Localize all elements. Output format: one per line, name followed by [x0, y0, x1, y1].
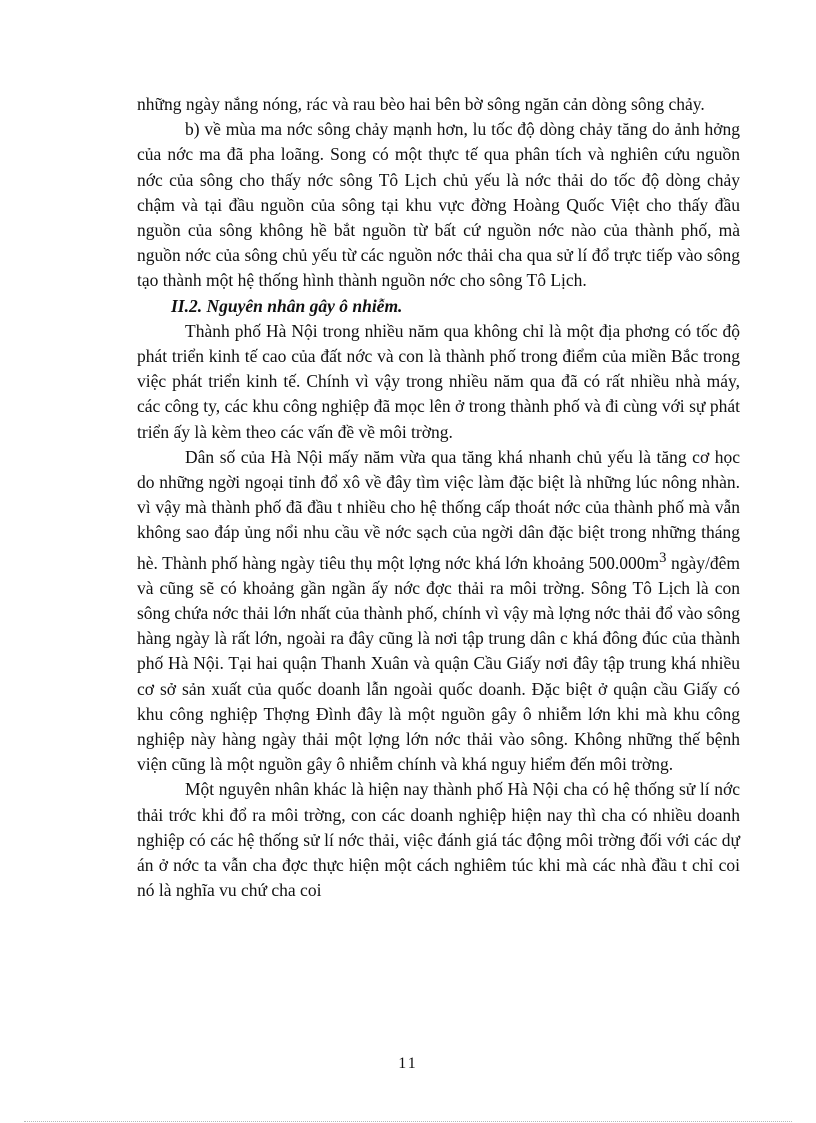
page-bottom-border	[24, 1121, 792, 1122]
page-number: 11	[398, 1055, 418, 1072]
body-text	[137, 92, 740, 903]
paragraph-population-part-2: ngày/đêm và cũng sẽ có khoảng gần ngần ấy nớc đợc thải ra môi trờng. Sông Tô Lịch là con sông chứa nớc thải lớn nhất của thành phố, chính vì vậy mà lợng nớc thải đổ vào sông hàng ngày là rất lớn, ngoài ra đây cũng là nơi tập trung dân c khá đông đúc của thành phố Hà Nội. Tại hai quận Thanh Xuân và quận Cầu Giấy nơi đây tập trung khá nhiều cơ sở sản xuất của quốc doanh lẫn ngoài quốc doanh. Đặc biệt ở quận cầu Giấy có khu công nghiệp Thợng Đình đây là một nguồn gây ô nhiễm lớn khi mà khu công nghiệp này hàng ngày thải một lợng lớn nớc thải vào sông. Không những thế bệnh viện cũng là một nguồn gây ô nhiễm chính và khá nguy hiểm đến môi trờng.	[137, 552, 741, 775]
paragraph-population-part-1: Dân số của Hà Nội mấy năm vừa qua tăng khá nhanh chủ yếu là tăng cơ học do những ngời ngoại tỉnh đổ xô về đây tìm việc làm đặc biệt là những lúc nông nhàn. vì vậy mà thành phố đã đầu t nhiều cho hệ thống cấp thoát nớc của thành phố mà vẫn không sao đáp ủng nổi nhu cầu về nớc sạch của ngời dân đặc biệt trong những tháng hè. Thành phố hàng ngày tiêu thụ một lợng nớc khá lớn khoảng 500.000m	[137, 446, 740, 573]
paragraph-economy: Thành phố Hà Nội trong nhiều năm qua không chỉ là một địa phơng có tốc độ phát triển kinh tế cao của đất nớc và con là thành phố trong điểm của miền Bắc trong việc phát triển kinh tế. Chính vì vậy trong nhiều năm qua đã có rất nhiều nhà máy, các công ty, các khu công nghiệp đã mọc lên ở trong thành phố và đi cùng với sự phát triển ấy là kèm theo các vấn đề về môi trờng.	[137, 320, 740, 442]
section-heading: II.2. Nguyên nhân gây ô nhiễm.	[171, 295, 403, 316]
paragraph-continuation: những ngày nắng nóng, rác và rau bèo hai bên bờ sông ngăn cản dòng sông chảy.	[137, 94, 705, 114]
paragraph-population	[137, 445, 740, 777]
superscript-cubic: 3	[659, 549, 667, 566]
paragraph-other-cause: Một nguyên nhân khác là hiện nay thành phố Hà Nội cha có hệ thống sử lí nớc thải trớc khi đổ ra môi trờng, con các doanh nghiệp hiện nay thì cha có nhiều doanh nghiệp có các hệ thống sử lí nớc thải, việc đánh giá tác động môi trờng đối với các dự án ở nớc ta vẫn cha đợc thực hiện một cách nghiêm túc khi mà các nhà đầu t chỉ coi nó là nghĩa vu chứ cha coi	[137, 779, 740, 901]
paragraph-rainy-season: b) về mùa ma nớc sông chảy mạnh hơn, lu tốc độ dòng chảy tăng do ảnh hởng của nớc ma đã pha loãng. Song có một thực tế qua phân tích và nghiên cứu nguồn nớc của sông cho thấy nớc sông Tô Lịch chủ yếu là nớc thải do tốc độ dòng chảy chậm và tại đầu nguồn của sông tại khu vực đờng Hoàng Quốc Việt cho thấy đầu nguồn của sông không hề bắt nguồn từ bất cứ nguồn nớc nào của thành phố, mà nguồn nớc của sông chủ yếu từ các nguồn nớc thải cha qua sử lí đổ trực tiếp vào sông tạo thành một hệ thống hình thành nguồn nớc cho sông Tô Lịch.	[137, 119, 740, 291]
